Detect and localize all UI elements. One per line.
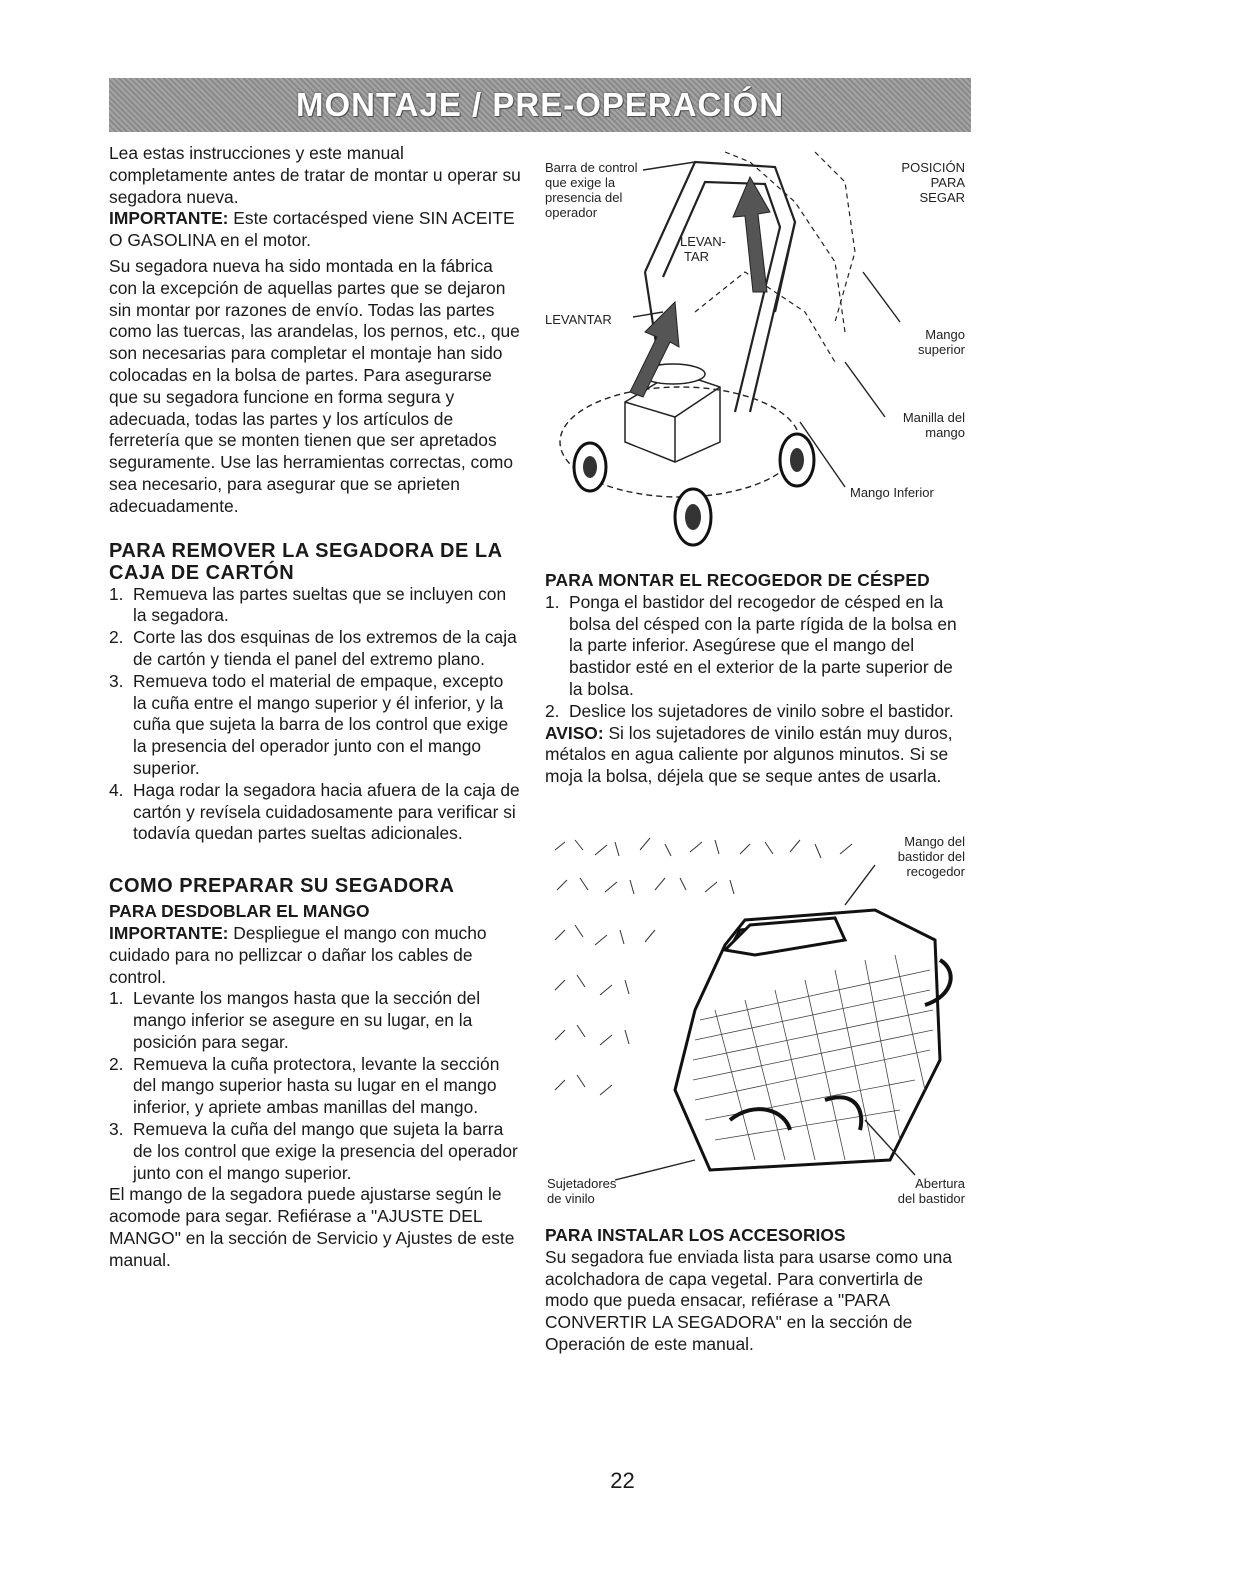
- list-item: 1. Levante los mangos hasta que la sección del mango inferior se asegure en su lugar, en la posición para segar.: [109, 988, 481, 1052]
- notice-paragraph: [545, 723, 965, 788]
- notice-text: Si los sujetadores de vinilo están muy duros, métalos en agua caliente por algunos minutos. Si se moja la bolsa, déjela que se seque antes de usarla.: [545, 722, 953, 787]
- closing-paragraph: El mango de la segadora puede ajustarse según le acomode para segar. Refiérase a "AJUSTE DEL MANGO" en la sección de Servicio y Ajustes de este manual.: [109, 1184, 515, 1270]
- right-column-bottom: [545, 1225, 965, 1356]
- list-item: 1. Ponga el bastidor del recogedor de césped en la bolsa del césped con la parte rígida de la bolsa en la parte inferior. Asegúrese que el mango del bastidor esté en el exterior de la parte superior de la bolsa.: [545, 591, 957, 699]
- remove-heading: PARA REMOVER LA SEGADORA DE LA CAJA DE CARTÓN: [109, 539, 502, 584]
- list-item: 2. Remueva la cuña protectora, levante la sección del mango superior hasta su lugar en el mango inferior, y apriete ambas manillas del mango.: [109, 1053, 500, 1118]
- prepare-heading: COMO PREPARAR SU SEGADORA: [109, 875, 455, 898]
- accessories-heading: PARA INSTALAR LOS ACCESORIOS: [545, 1225, 846, 1245]
- important-oil-note: [109, 208, 521, 252]
- label-handle-knob: Manilla del mango: [902, 410, 965, 440]
- important-text: Despliegue el mango con mucho cuidado para no pellizcar o dañar los cables de control.: [109, 922, 487, 987]
- label-vinyl-clips: Sujetadores de vinilo: [547, 1176, 617, 1206]
- unfold-steps-list: [109, 988, 521, 1184]
- intro-paragraph: Lea estas instrucciones y este manual completamente antes de tratar de montar u operar su segadora nueva.: [109, 143, 521, 207]
- important-label: IMPORTANTE:: [109, 208, 229, 229]
- important-cables-note: [109, 923, 521, 988]
- section-banner: [109, 78, 971, 132]
- label-lift-left: LEVANTAR: [545, 312, 612, 327]
- label-upper-handle: Mango superior: [918, 327, 965, 357]
- list-item: 1. Remueva las partes sueltas que se incluyen con la segadora.: [109, 583, 507, 626]
- list-item: 4. Haga rodar la segadora hacia afuera de la caja de cartón y revísela cuidadosamente para verificar si todavía quedan partes sueltas adicionales.: [109, 779, 520, 844]
- label-control-bar: Barra de control que exige la presencia del operador: [545, 160, 638, 220]
- grass-catcher-figure: [545, 830, 975, 1205]
- list-item: 2. Deslice los sujetadores de vinilo sobre el bastidor.: [545, 700, 954, 721]
- catcher-illustration: [545, 830, 975, 1205]
- mower-handle-figure: [545, 142, 975, 552]
- right-column-top: [545, 570, 965, 788]
- important-label: IMPORTANTE:: [109, 922, 229, 943]
- label-mowing-position: POSICIÓN PARA SEGAR: [901, 160, 965, 205]
- label-lower-handle: Mango Inferior: [850, 485, 934, 500]
- label-frame-handle: Mango del bastidor del recogedor: [897, 834, 965, 879]
- list-item: 2. Corte las dos esquinas de los extremos de la caja de cartón y tienda el panel del extremo plano.: [109, 627, 517, 669]
- unfold-heading: PARA DESDOBLAR EL MANGO: [109, 901, 370, 922]
- label-lift-center: LEVAN- TAR: [680, 234, 726, 264]
- label-frame-opening: Abertura del bastidor: [897, 1176, 965, 1206]
- remove-steps-list: [109, 584, 521, 846]
- important-text: Este cortacésped viene SIN ACEITE O GASOLINA en el motor.: [109, 208, 515, 251]
- catcher-steps-list: [545, 592, 965, 723]
- notice-label: AVISO:: [545, 722, 604, 743]
- assembly-paragraph: Su segadora nueva ha sido montada en la fábrica con la excepción de aquellas partes que se dejaron sin montar por razones de envío. Todas las partes como las tuercas, las arandelas, los pernos, etc., que son necesarias para completar el montaje han sido colocadas en la bolsa de partes. Para asegurarse que su segadora funcione en forma segura y adecuada, todas las partes y los artículos de ferretería que se monten tienen que ser apretados seguramente. Use las herramientas correctas, como sea necesario, para asegurar que se aprieten adecuadamente.: [109, 255, 520, 516]
- list-item: 3. Remueva la cuña del mango que sujeta la barra de los control que exige la presencia del operador junto con el mango superior.: [109, 1119, 518, 1183]
- left-column: [109, 143, 521, 1272]
- section-title: MONTAJE / PRE-OPERACIÓN: [295, 86, 785, 123]
- catcher-heading: PARA MONTAR EL RECOGEDOR DE CÉSPED: [545, 570, 930, 590]
- accessories-paragraph: Su segadora fue enviada lista para usarse como una acolchadora de capa vegetal. Para convertirla de modo que pueda ensacar, refiérase a "PARA CONVERTIR LA SEGADORA" en la sección de Operación de este manual.: [545, 1246, 953, 1354]
- page-number: 22: [610, 1468, 635, 1493]
- list-item: 3. Remueva todo el material de empaque, excepto la cuña entre el mango superior y él inferior, y la cuña que sujeta la barra de los control que exige la presencia del operador junto con el mango superior.: [109, 670, 509, 778]
